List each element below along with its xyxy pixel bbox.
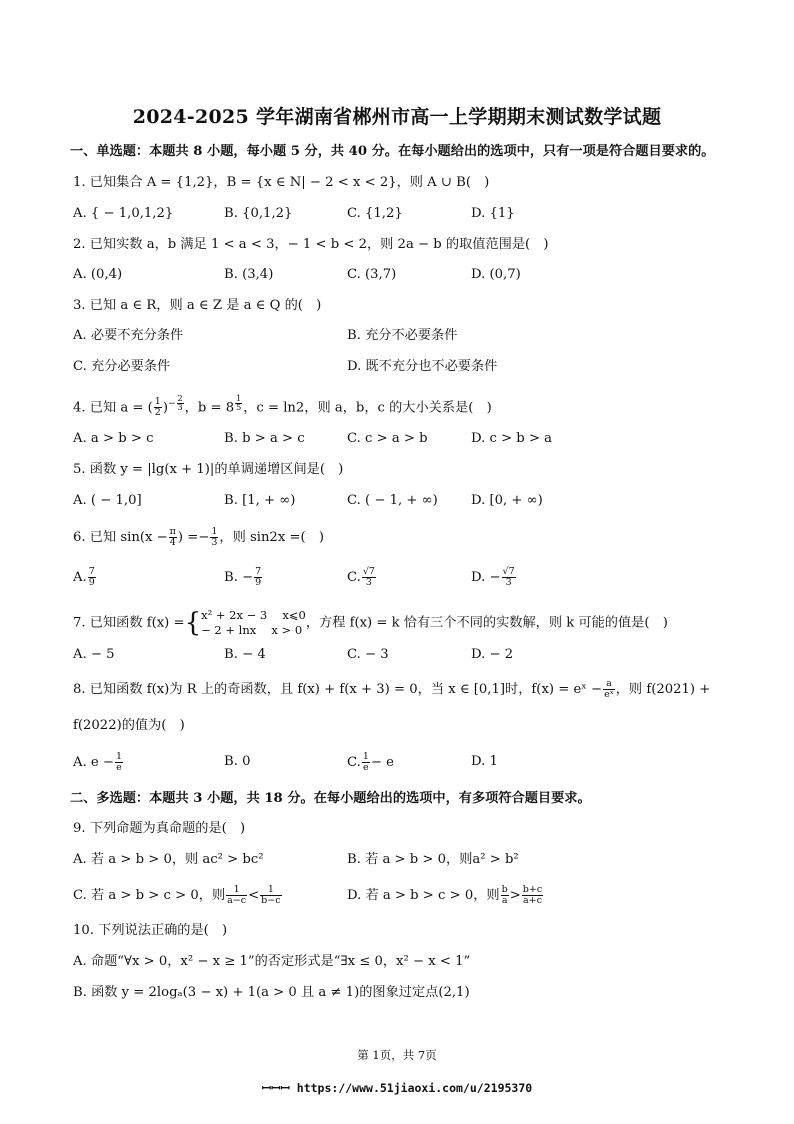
q6-b-numerator: 7 — [255, 566, 262, 577]
q6-b-label: B. − — [224, 570, 254, 585]
q4-fraction-base — [154, 397, 162, 418]
question-2-stem: 2. 已知实数 a，b 满足 1 < a < 3，− 1 < b < 2，则 2a − b 的取值范围是( ) — [73, 237, 549, 252]
q7-text-pre: 7. 已知函数 f(x) = — [73, 615, 185, 631]
q1-option-b: B. {0,1,2} — [224, 206, 293, 221]
page-footer: 第 1页，共 7页 — [357, 1048, 437, 1062]
q5-option-a: A. ( − 1,0] — [73, 493, 142, 508]
q1-option-d: D. {1} — [471, 206, 515, 221]
q4-b-exp-denominator: 5 — [236, 403, 242, 412]
q10-option-b: B. 函数 y = 2logₐ(3 − x) + 1(a > 0 且 a ≠ 1)的图象过定点(2,1) — [73, 985, 470, 1000]
q6-c-denominator: 3 — [365, 577, 372, 588]
q6-fraction-value — [210, 527, 218, 548]
q9-d-den2: a+c — [522, 895, 542, 906]
q6-pi-numerator: π — [169, 526, 176, 537]
q6-c-numerator: √7 — [362, 566, 375, 577]
q7-option-d: D. − 2 — [471, 647, 514, 662]
question-7-stem — [73, 608, 668, 638]
q4-option-a: A. a > b > c — [73, 431, 154, 446]
q7-brace: { — [184, 608, 202, 638]
q8-a-denominator: e — [116, 762, 122, 773]
q3-option-a: A. 必要不充分条件 — [73, 328, 184, 343]
q1-option-c: C. {1,2} — [347, 206, 403, 221]
q6-option-d — [471, 567, 517, 588]
q4-option-b: B. b > a > c — [224, 431, 305, 446]
q6-pi-denominator: 4 — [169, 537, 176, 548]
q2-option-d: D. (0,7) — [471, 267, 521, 282]
q6-d-label: D. − — [471, 570, 501, 585]
q2-option-c: C. (3,7) — [347, 267, 397, 282]
q10-option-a: A. 命题“∀x > 0，x² − x ≥ 1”的否定形式是“∃x ≤ 0，x² − x < 1” — [73, 954, 471, 969]
q9-d-label: D. 若 a > b > c > 0，则 — [347, 888, 500, 903]
question-6-stem — [73, 527, 324, 548]
q4-option-c: C. c > a > b — [347, 431, 428, 446]
q4-text-pre: 4. 已知 a = ( — [73, 400, 153, 416]
q9-d-num2: b+c — [522, 884, 543, 895]
q7-option-a: A. − 5 — [73, 647, 115, 662]
question-9-stem: 9. 下列命题为真命题的是( ) — [73, 821, 246, 836]
q9-c-num1: 1 — [226, 885, 247, 896]
q9-d-den1: a — [501, 895, 508, 906]
q6-value-numerator: 1 — [211, 526, 218, 537]
q6-option-a — [73, 567, 97, 588]
q8-option-b: B. 0 — [224, 754, 251, 769]
q8-frac-numerator: a — [603, 679, 615, 690]
q8-option-a — [73, 752, 124, 773]
question-5-stem: 5. 函数 y = |lg(x + 1)|的单调递增区间是( ) — [73, 462, 344, 477]
q6-text-mid: ) =− — [177, 530, 210, 545]
q7-piece-1: x² + 2x − 3 x⩽0 — [201, 608, 306, 622]
q4-exponent — [168, 394, 185, 412]
q3-option-b: B. 充分不必要条件 — [347, 328, 458, 343]
q8-text-pre: 8. 已知函数 f(x)为 R 上的奇函数，且 f(x) + f(x + 3) = 0，当 x ∈ [0,1]时，f(x) = eˣ − — [73, 682, 603, 697]
q8-c-numerator: 1 — [362, 751, 369, 762]
question-10-stem: 10. 下列说法正确的是( ) — [73, 923, 228, 938]
q8-text-post: ，则 f(2021) + — [615, 682, 711, 697]
page-title: 2024-2025 学年湖南省郴州市高一上学期期末测试数学试题 — [132, 106, 662, 128]
question-1-stem: 1. 已知集合 A = {1,2}，B = {x ∈ N| − 2 < x < 2}，则 A ∪ B( ) — [73, 175, 490, 190]
q4-b-exponent — [234, 394, 243, 412]
q6-a-denominator: 9 — [88, 577, 95, 588]
q7-option-b: B. − 4 — [224, 647, 266, 662]
question-3-stem: 3. 已知 a ∈ R，则 a ∈ Z 是 a ∈ Q 的( ) — [73, 298, 322, 313]
q6-a-numerator: 7 — [88, 566, 95, 577]
q6-b-denominator: 9 — [255, 577, 262, 588]
q6-option-c — [347, 567, 377, 588]
q9-option-c — [73, 885, 283, 906]
q4-text-post: ，c = ln2，则 a，b，c 的大小关系是( ) — [243, 400, 492, 416]
q5-option-d: D. [0, + ∞) — [471, 493, 543, 508]
q9-c-label: C. 若 a > b > c > 0，则 — [73, 888, 226, 903]
q4-exp-numerator: 2 — [177, 394, 183, 403]
q9-option-a: A. 若 a > b > 0，则 ac² > bc² — [73, 852, 264, 867]
q6-text-pre: 6. 已知 sin(x − — [73, 530, 168, 545]
q4-b-exp-numerator: 1 — [236, 394, 242, 403]
q8-c-denominator: e — [363, 762, 369, 773]
section-heading-single-choice: 一、单选题：本题共 8 小题，每小题 5 分，共 40 分。在每小题给出的选项中，只有一项是符合题目要求的。 — [70, 144, 715, 159]
q4-text-paren: ) — [162, 400, 168, 416]
q8-frac-denominator: eˣ — [604, 689, 614, 700]
q6-fraction-pi — [169, 527, 177, 548]
q3-option-d: D. 既不充分也不必要条件 — [347, 359, 498, 374]
q6-d-denominator: 3 — [505, 577, 512, 588]
q9-c-op: < — [248, 888, 260, 903]
q4-text-b: ，b = 8 — [184, 400, 235, 416]
question-8-stem-line2: f(2022)的值为( ) — [73, 718, 185, 733]
q6-a-label: A. — [73, 570, 87, 585]
q5-option-b: B. [1, + ∞) — [224, 493, 296, 508]
q8-a-numerator: 1 — [115, 751, 123, 762]
q8-option-c — [347, 752, 394, 773]
q6-c-label: C. — [347, 570, 361, 585]
q4-exponent-sign: − — [168, 399, 176, 409]
q9-option-d — [347, 885, 544, 906]
q9-c-den1: a−c — [227, 895, 247, 906]
q6-d-numerator: √7 — [502, 566, 515, 577]
q6-value-denominator: 3 — [211, 537, 218, 548]
q6-option-b — [224, 567, 263, 588]
q9-d-op: > — [509, 888, 521, 903]
q4-option-d: D. c > b > a — [471, 431, 553, 446]
q8-c-label: C. — [347, 755, 361, 770]
question-4-stem — [73, 394, 492, 418]
q4-exp-denominator: 3 — [177, 403, 183, 412]
q7-option-c: C. − 3 — [347, 647, 389, 662]
source-watermark: ꟷꟷꟷ https://www.51jiaoxi.com/u/2195370 — [261, 1081, 533, 1095]
q7-text-post: ，方程 f(x) = k 恰有三个不同的实数解，则 k 可能的值是( ) — [305, 615, 668, 631]
q1-option-a: A. { − 1,0,1,2} — [73, 206, 174, 221]
question-8-stem-line1 — [73, 679, 710, 700]
q4-base-numerator: 1 — [154, 396, 161, 408]
q4-base-denominator: 2 — [154, 407, 161, 419]
q7-piece-2: − 2 + lnx x > 0 — [201, 623, 303, 637]
q8-c-post: − e — [370, 755, 394, 770]
q2-option-b: B. (3,4) — [224, 267, 274, 282]
q8-option-d: D. 1 — [471, 754, 498, 769]
q2-option-a: A. (0,4) — [73, 267, 123, 282]
q9-d-num1: b — [501, 884, 508, 895]
q9-c-num2: 1 — [260, 885, 281, 896]
q9-c-den2: b−c — [261, 895, 281, 906]
q7-piecewise — [201, 608, 306, 638]
q5-option-c: C. ( − 1, + ∞) — [347, 493, 438, 508]
q6-text-post: ，则 sin2x =( ) — [219, 530, 324, 545]
q8-a-label: A. e − — [73, 755, 114, 770]
q3-option-c: C. 充分必要条件 — [73, 359, 171, 374]
q9-option-b: B. 若 a > b > 0，则a² > b² — [347, 852, 519, 867]
section-heading-multi-choice: 二、多选题：本题共 3 小题，共 18 分。在每小题给出的选项中，有多项符合题目要求。 — [70, 791, 591, 806]
